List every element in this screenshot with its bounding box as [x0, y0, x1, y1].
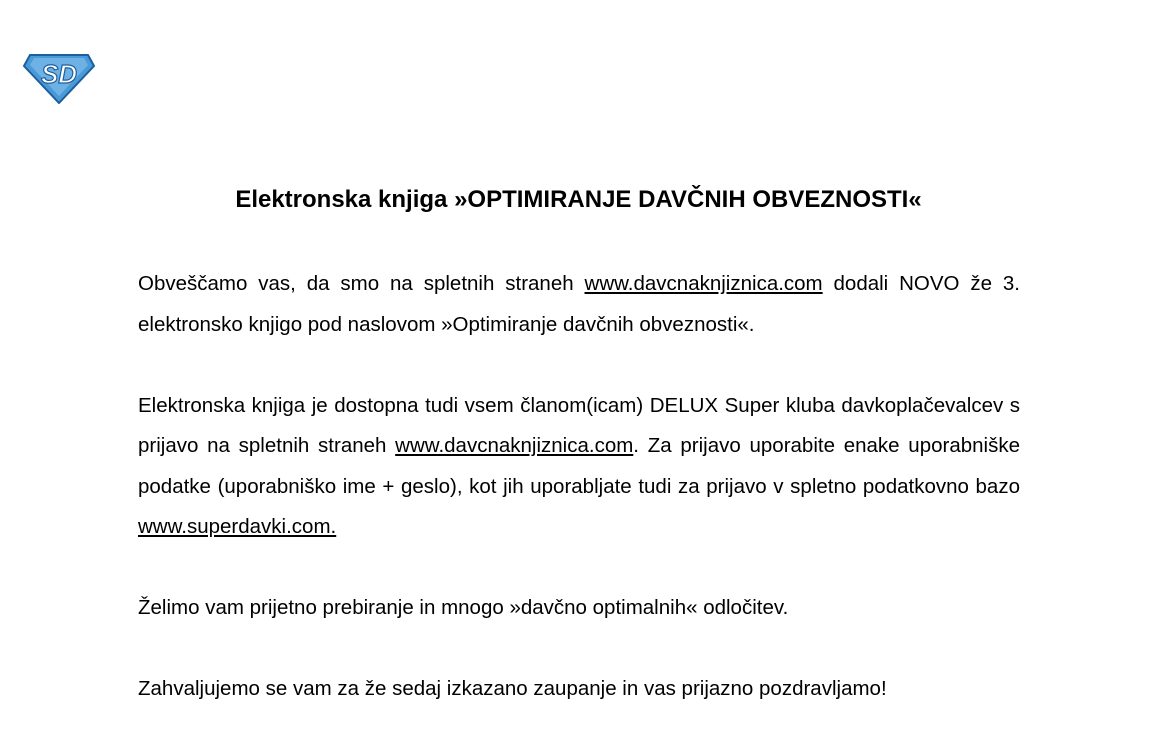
- company-logo: [22, 48, 96, 104]
- superdavki-link[interactable]: www.superdavki.com.: [138, 515, 337, 538]
- paragraph-1-text-a: Obveščamo vas, da smo na spletnih straneh: [138, 272, 585, 295]
- davcnaknjiznica-link[interactable]: www.davcnaknjiznica.com: [584, 272, 823, 295]
- document-body: [138, 264, 1020, 710]
- davcnaknjiznica-link-2[interactable]: www.davcnaknjiznica.com: [395, 434, 634, 457]
- paragraph-2-text-a: Elektronska knjiga je dostopna tudi vsem članom(icam) DELUX Super kluba davkoplačevalcev s prijavo na spletnih straneh: [138, 393, 1020, 457]
- paragraph-2-text-b: . Za prijavo uporabite enake uporabniške podatke (uporabniško ime + geslo), kot jih uporabljate tudi za prijavo v spletno podatkovno bazo: [138, 434, 1021, 498]
- paragraph-thanks: Zahvaljujemo se vam za že sedaj izkazano zaupanje in vas prijazno pozdravljamo!: [138, 677, 887, 700]
- paragraph-wishes: Želimo vam prijetno prebiranje in mnogo »davčno optimalnih« odločitev.: [138, 596, 789, 619]
- paragraph-announcement: [138, 264, 1020, 345]
- logo-text: SD: [40, 59, 78, 89]
- document-title: Elektronska knjiga »OPTIMIRANJE DAVČNIH OBVEZNOSTI«: [235, 186, 922, 213]
- paragraph-1-text-b: dodali NOVO že 3. elektronsko knjigo pod naslovom »Optimiranje davčnih obveznosti«.: [138, 272, 1020, 336]
- paragraph-access: [138, 386, 1020, 548]
